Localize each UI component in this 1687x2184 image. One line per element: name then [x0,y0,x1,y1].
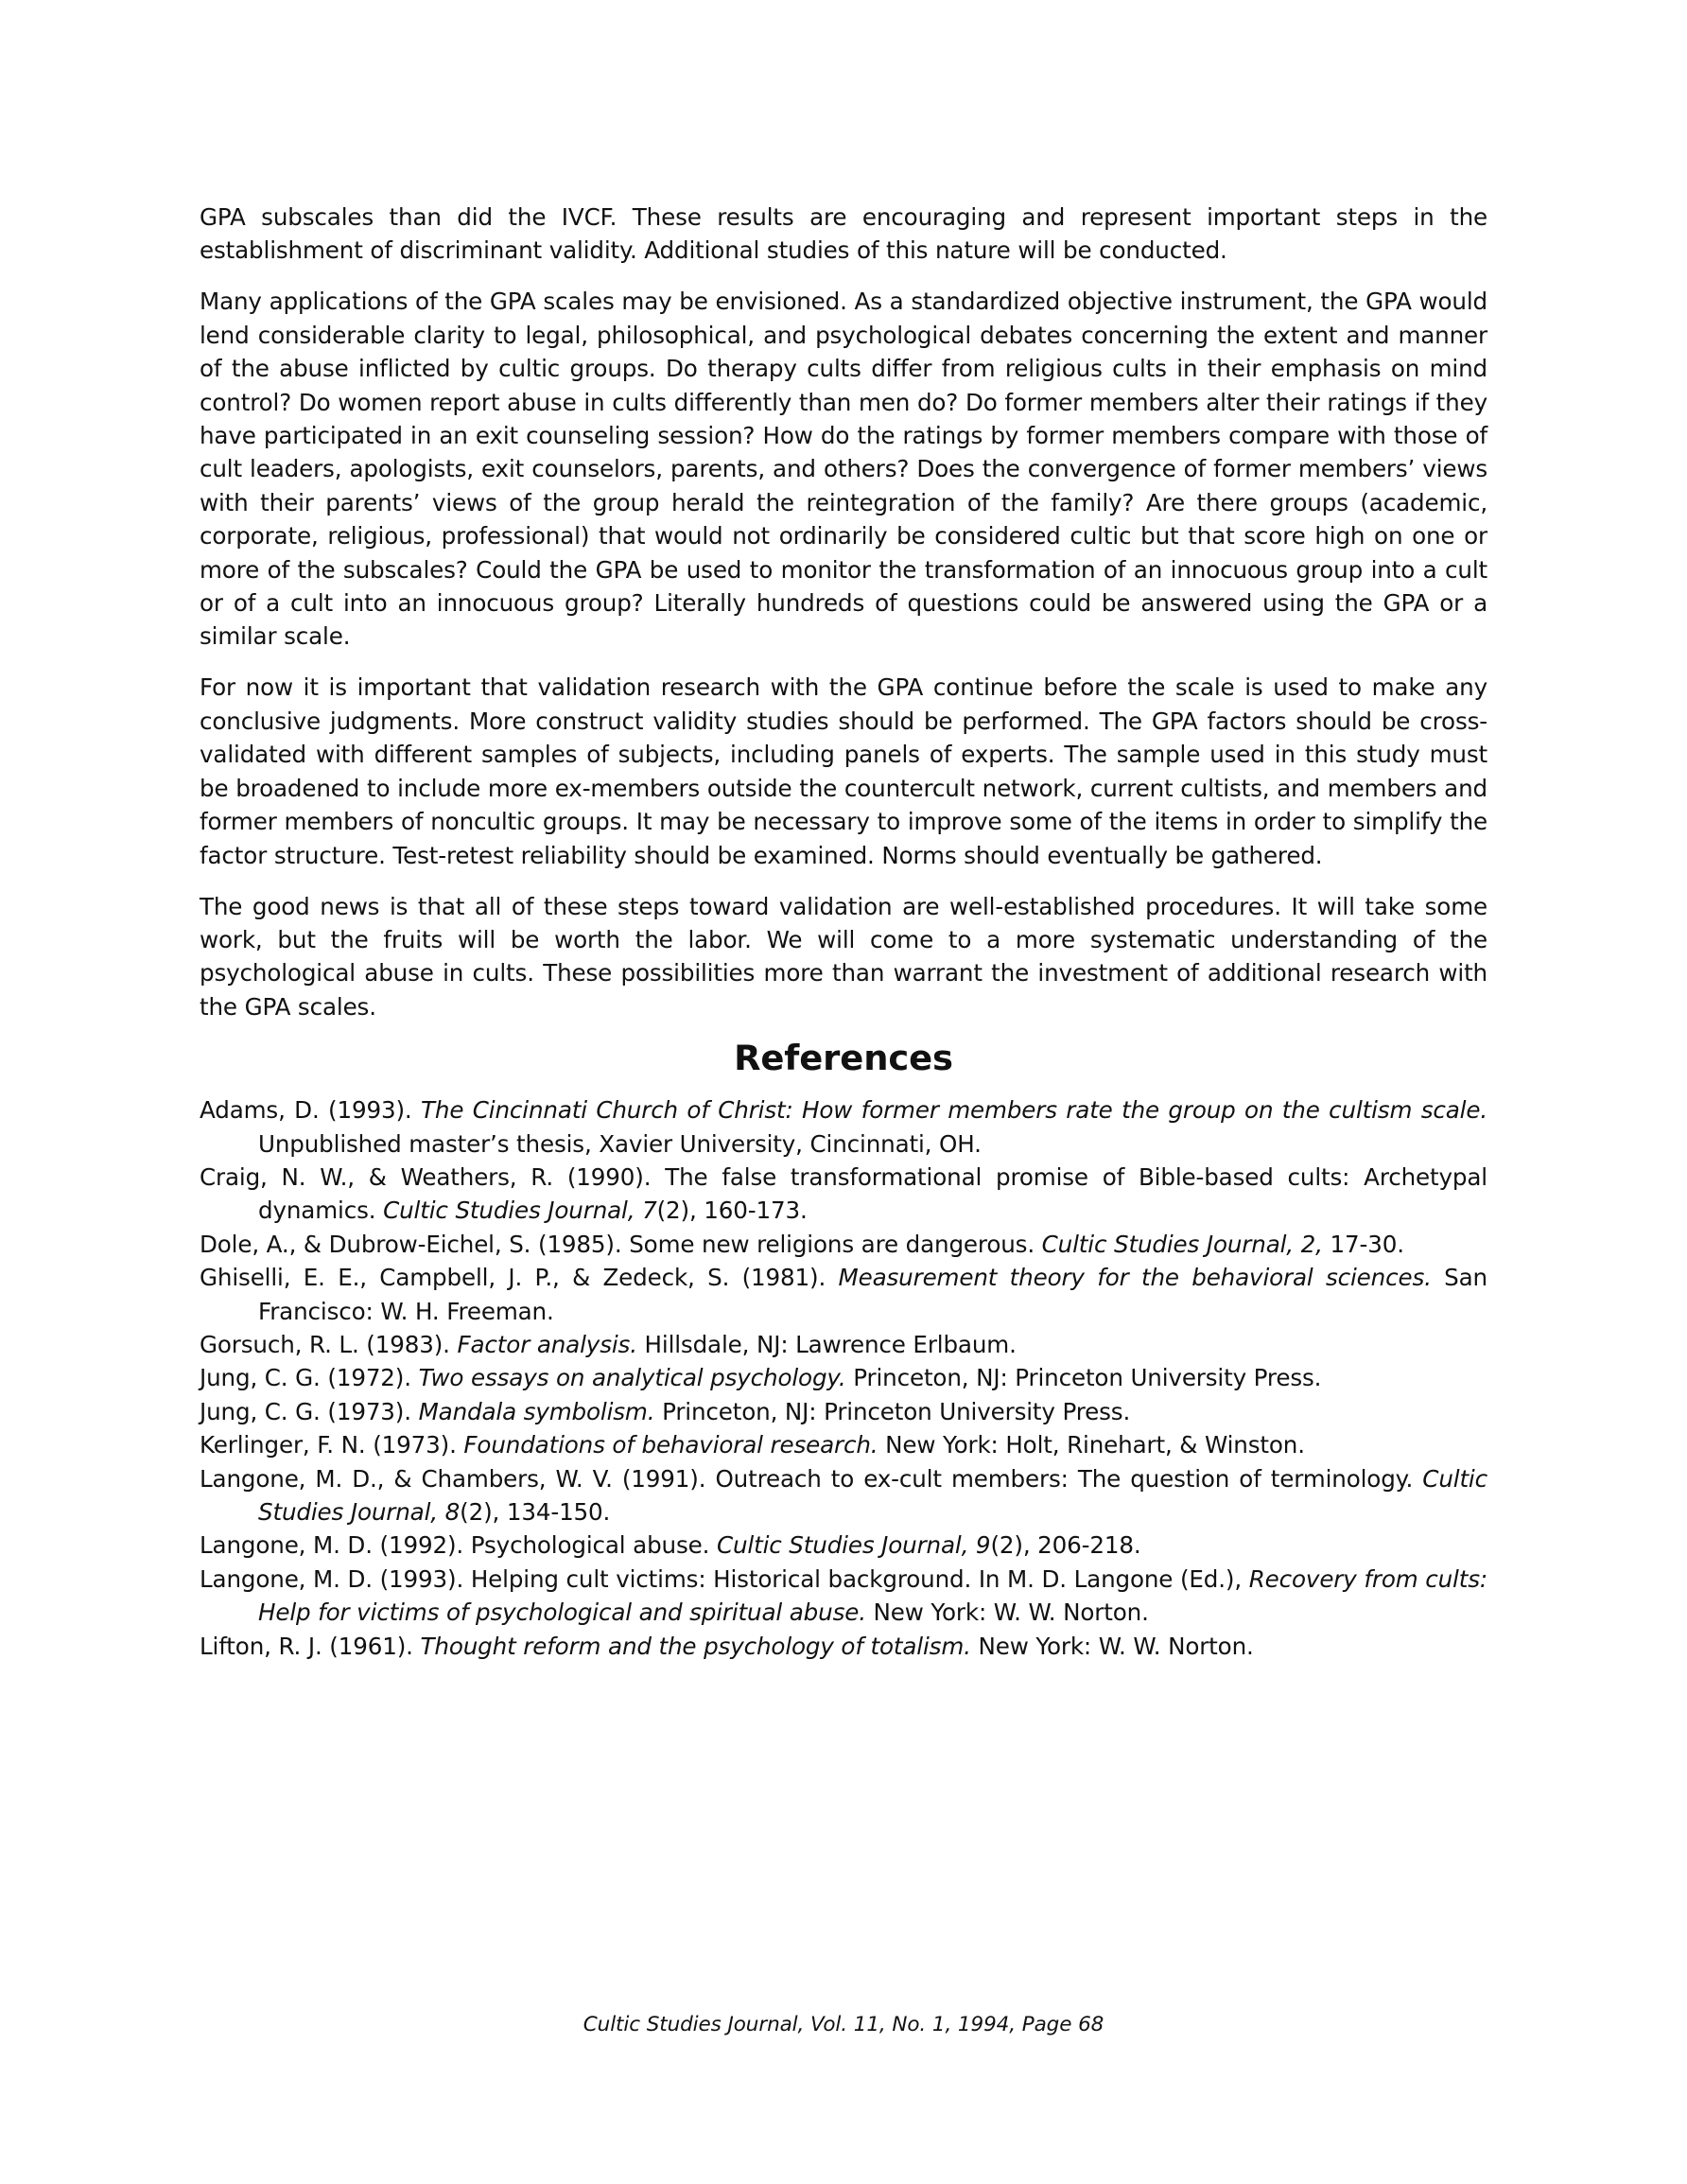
reference-text: (2), 134-150. [460,1498,611,1526]
reference-title: Cultic Studies Journal, 2, [1041,1230,1323,1258]
reference-text: 17-30. [1322,1230,1404,1258]
reference-text: New York: Holt, Rinehart, & Winston. [878,1431,1305,1459]
reference-text: Princeton, NJ: Princeton University Press. [654,1397,1131,1425]
reference-title: Cultic Studies Journal, 8 [258,1464,1487,1526]
reference-entry [200,1361,1487,1394]
reference-title: Recovery from cults: Help for victims of psychological and spiritual abuse. [258,1564,1487,1627]
reference-text: Adams, D. (1993). [200,1096,422,1125]
reference-text: Hillsdale, NJ: Lawrence Erlbaum. [636,1330,1017,1358]
reference-text: New York: W. W. Norton. [865,1599,1149,1627]
reference-title: Cultic Studies Journal, 9 [716,1531,991,1560]
reference-title: Mandala symbolism. [418,1397,655,1425]
reference-text: Princeton, NJ: Princeton University Press. [845,1364,1322,1392]
reference-text: Ghiselli, E. E., Campbell, J. P., & Zedeck, S. (1981). [200,1264,839,1292]
reference-entry [200,1261,1487,1328]
reference-entry [200,1529,1487,1562]
reference-text: Dole, A., & Dubrow-Eichel, S. (1985). Some new religions are dangerous. [200,1230,1042,1258]
reference-entry [200,1093,1487,1161]
reference-entry [200,1328,1487,1361]
reference-text: New York: W. W. Norton. [970,1632,1254,1660]
page-footer: Cultic Studies Journal, Vol. 11, No. 1, 1994, Page 68 [583,2013,1104,2036]
references-list [200,1093,1487,1663]
reference-text: San Francisco: W. H. Freeman. [258,1264,1487,1325]
reference-text: Kerlinger, F. N. (1973). [200,1431,464,1459]
reference-entry [200,1428,1487,1461]
reference-entry [200,1228,1487,1261]
reference-entry [200,1395,1487,1428]
reference-title: The Cincinnati Church of Christ: How former members rate the group on the cultism scale. [421,1096,1487,1125]
reference-title: Two essays on analytical psychology. [418,1364,846,1392]
reference-text: Langone, M. D. (1993). Helping cult victims: Historical background. In M. D. Langone (Ed.), [200,1564,1249,1593]
reference-text: Craig, N. W., & Weathers, R. (1990). The false transformational promise of Bible-based cults: Archetypal dynamics. [200,1162,1487,1225]
reference-title: Thought reform and the psychology of totalism. [420,1632,971,1660]
reference-title: Foundations of behavioral research. [463,1431,878,1459]
reference-title: Measurement theory for the behavioral sciences. [838,1264,1432,1292]
body-paragraph-3: For now it is important that validation research with the GPA continue before the scale is used to make any conclusive judgments. More construct validity studies should be performed. The GPA factors should be cross-validated with different samples of subjects, including panels of experts. The sample used in this study must be broadened to include more ex-members outside the countercult network, current cultists, and members and former members of noncultic groups. It may be necessary to improve some of the items in order to simplify the factor structure. Test-retest reliability should be examined. Norms should eventually be gathered. [200,673,1487,869]
reference-entry [200,1630,1487,1663]
document-page [200,201,1487,1663]
reference-text: (2), 206-218. [990,1531,1141,1560]
body-paragraph-1: GPA subscales than did the IVCF. These results are encouraging and represent important steps in the establishment of discriminant validity. Additional studies of this nature will be conducted. [200,203,1487,265]
body-paragraph-4: The good news is that all of these steps toward validation are well-established procedures. It will take some work, but the fruits will be worth the labor. We will come to a more systematic understanding of the psychological abuse in cults. These possibilities more than warrant the investment of additional research with the GPA scales. [200,892,1487,1021]
reference-text: Langone, M. D., & Chambers, W. V. (1991). Outreach to ex-cult members: The question of terminology. [200,1464,1423,1493]
reference-entry [200,1161,1487,1228]
references-heading: References [734,1037,953,1078]
reference-text: Jung, C. G. (1973). [200,1397,419,1425]
reference-title: Factor analysis. [457,1330,637,1358]
reference-title: Cultic Studies Journal, 7 [383,1197,657,1225]
reference-text: Langone, M. D. (1992). Psychological abuse. [200,1531,717,1560]
reference-entry [200,1462,1487,1529]
reference-text: Unpublished master’s thesis, Xavier University, Cincinnati, OH. [258,1129,982,1158]
reference-text: (2), 160-173. [656,1197,808,1225]
reference-text: Gorsuch, R. L. (1983). [200,1330,458,1358]
reference-text: Lifton, R. J. (1961). [200,1632,421,1660]
body-paragraph-2: Many applications of the GPA scales may be envisioned. As a standardized objective instrument, the GPA would lend considerable clarity to legal, philosophical, and psychological debates concerning the extent and manner of the abuse inflicted by cultic groups. Do therapy cults differ from religious cults in their emphasis on mind control? Do women report abuse in cults differently than men do? Do former members alter their ratings if they have participated in an exit counseling session? How do the ratings by former members compare with those of cult leaders, apologists, exit counselors, parents, and others? Does the convergence of former members’ views with their parents’ views of the group herald the reintegration of the family? Are there groups (academic, corporate, religious, professional) that would not ordinarily be considered cultic but that score high on one or more of the subscales? Could the GPA be used to monitor the transformation of an innocuous group into a cult or of a cult into an innocuous group? Literally hundreds of questions could be answered using the GPA or a similar scale. [200,288,1487,651]
reference-text: Jung, C. G. (1972). [200,1364,419,1392]
reference-entry [200,1563,1487,1630]
